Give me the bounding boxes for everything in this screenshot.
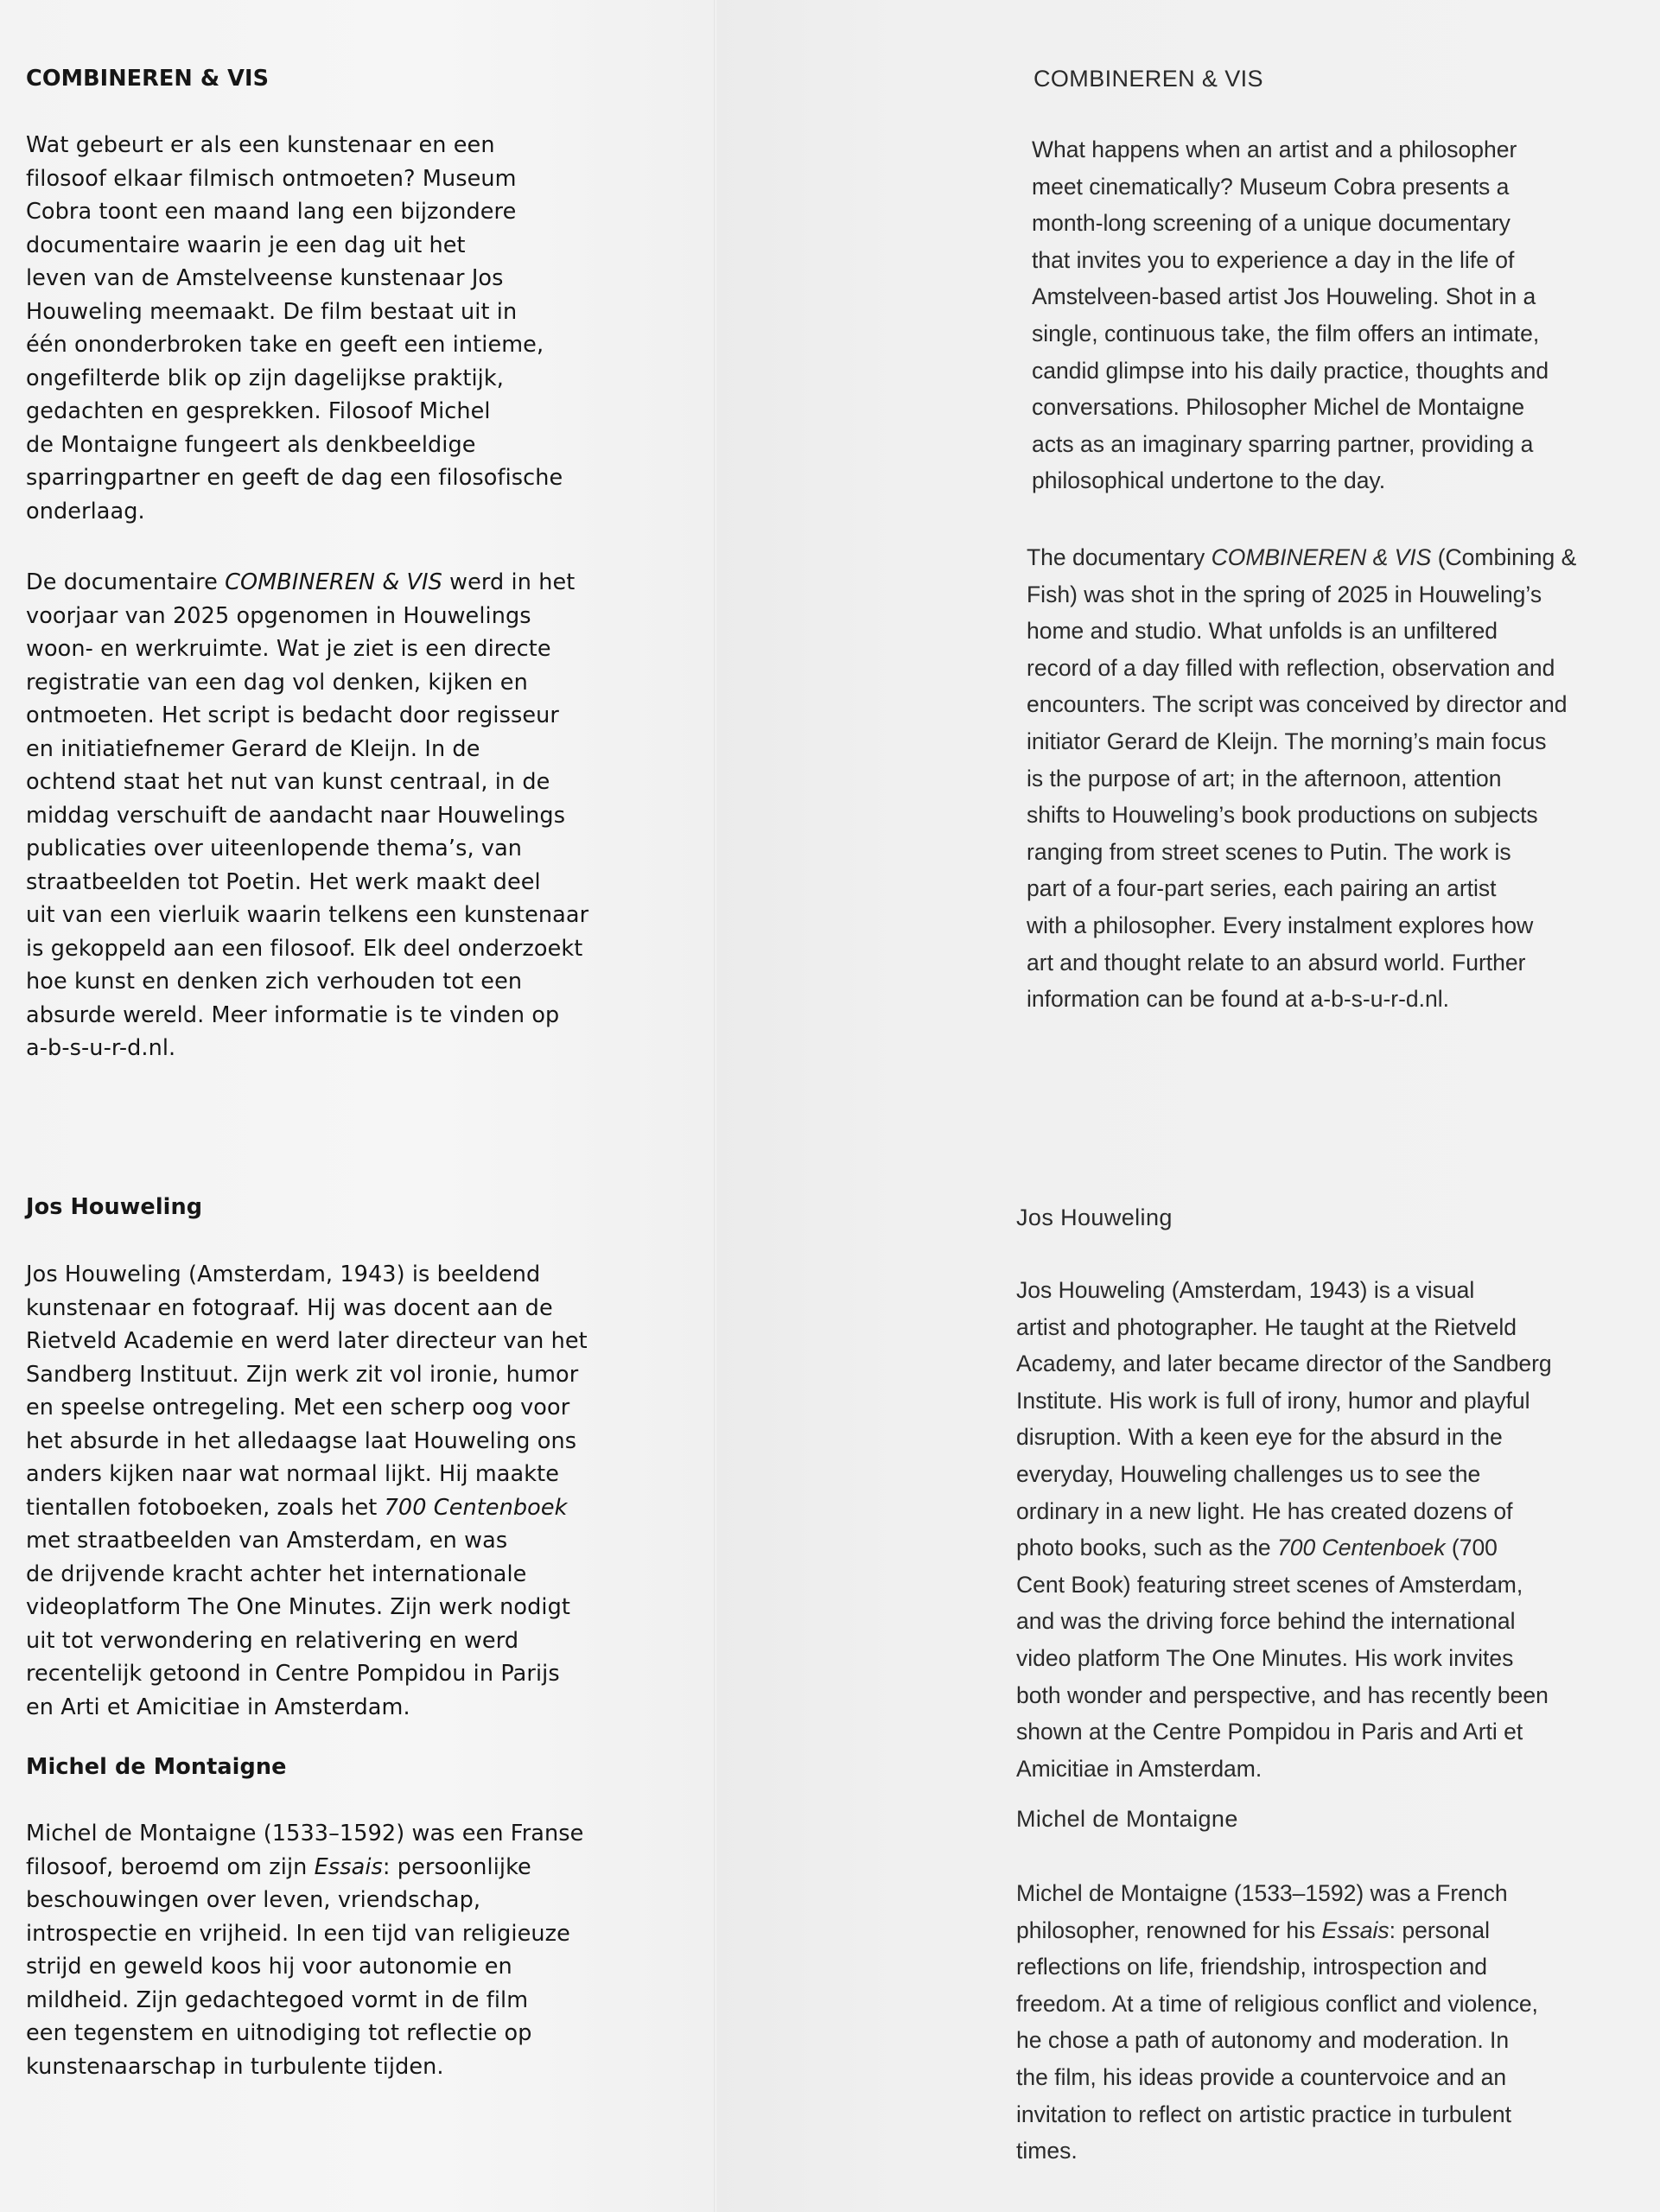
dutch-book-title: 700 Centenboek — [384, 1494, 568, 1521]
panel-seam — [714, 0, 716, 2212]
english-intro-paragraph: What happens when an artist and a philosopher meet cinematically? Museum Cobra presents a month-long screening of a unique documentary that invites you to experience a day in the life of Amstelveen-based artist Jos Houweling. Shot in a single, continuous take, the film offers an intimate, candid glimpse into his daily practice, thoughts and conversations. Philosopher Michel de Montaigne acts as an imaginary sparring partner, providing a philosophical undertone to the day. — [1032, 137, 1549, 494]
english-montaigne-heading: Michel de Montaigne — [1016, 1806, 1238, 1832]
dutch-film-title: COMBINEREN & VIS — [225, 569, 442, 595]
english-essais-title: Essais — [1321, 1916, 1390, 1943]
english-book-title: 700 Centenboek — [1277, 1535, 1446, 1561]
english-montaigne-paragraph: Michel de Montaigne (1533–1592) was a French philosopher, renowned for his Essais: personal reflections on life, friendship, introspection and freedom. At a time of religious conflict and violence, he chose a path of autonomy and moderation. In the film, his ideas provide a countervoice and an invitation to reflect on artistic practice in turbulent times. — [1016, 1880, 1538, 2164]
english-film-title: COMBINEREN & VIS — [1211, 544, 1432, 570]
dutch-essais-title: Essais — [314, 1853, 383, 1880]
english-houweling-heading: Jos Houweling — [1016, 1205, 1173, 1230]
english-houweling-paragraph: Jos Houweling (Amsterdam, 1943) is a visual artist and photographer. He taught at the Rietveld Academy, and later became director of the Sandberg Institute. His work is full of irony, humor and playful disruption. With a keen eye for the absurd in the everyday, Houweling challenges us to see the ordinary in a new light. He has created dozens of photo books, such as the 700 Centenboek (700 Cent Book) featuring street scenes of Amsterdam, and was the driving force behind the international video platform The One Minutes. His work invites both wonder and perspective, and has recently been shown at the Centre Pompidou in Paris and Arti et Amicitiae in Amsterdam. — [1016, 1277, 1552, 1782]
dutch-houweling-heading: Jos Houweling — [26, 1194, 203, 1220]
dutch-montaigne-heading: Michel de Montaigne — [26, 1754, 287, 1780]
english-title: COMBINEREN & VIS — [1034, 66, 1263, 92]
dutch-houweling-paragraph: Jos Houweling (Amsterdam, 1943) is beeldend kunstenaar en fotograaf. Hij was docent aan de Rietveld Academie en werd later directeur van het Sandberg Instituut. Zijn werk zit vol ironie, humor en speelse ontregeling. Met een scherp oog voor het absurde in het alledaagse laat Houweling ons anders kijken naar wat normaal lijkt. Hij maakte tientallen fotoboeken, zoals het 700 Centenboek met straatbeelden van Amsterdam, en was de drijvende kracht achter het internationale videoplatform The One Minutes. Zijn werk nodigt uit tot verwondering en relativering en werd recentelijk getoond in Centre Pompidou in Parijs en Arti et Amicitiae in Amsterdam. — [26, 1262, 588, 1720]
dutch-title: COMBINEREN & VIS — [26, 66, 270, 92]
dutch-montaigne-paragraph: Michel de Montaigne (1533–1592) was een Franse filosoof, beroemd om zijn Essais: persoonlijke beschouwingen over leven, vriendschap, introspectie en vrijheid. In een tijd van religieuze strijd en geweld koos hij voor autonomie en mildheid. Zijn gedachtegoed vormt in de film een tegenstem en uitnodiging tot reflectie op kunstenaarschap in turbulente tijden. — [26, 1821, 584, 2080]
dutch-documentary-paragraph: De documentaire COMBINEREN & VIS werd in het voorjaar van 2025 opgenomen in Houwelings woon- en werkruimte. Wat je ziet is een directe registratie van een dag vol denken, kijken en ontmoeten. Het script is bedacht door regisseur en initiatiefnemer Gerard de Kleijn. In de ochtend staat het nut van kunst centraal, in de middag verschuift de aandacht naar Houwelings publicaties over uiteenlopende thema’s, van straatbeelden tot Poetin. Het werk maakt deel uit van een vierluik waarin telkens een kunstenaar is gekoppeld aan een filosoof. Elk deel onderzoekt hoe kunst en denken zich verhouden tot een absurde wereld. Meer informatie is te vinden op a-b-s-u-r-d.nl. — [26, 569, 589, 1061]
dutch-intro-paragraph: Wat gebeurt er als een kunstenaar en een filosoof elkaar filmisch ontmoeten? Museum Cobra toont een maand lang een bijzondere documentaire waarin je een dag uit het leven van de Amstelveense kunstenaar Jos Houweling meemaakt. De film bestaat uit in één ononderbroken take en geeft een intieme, ongefilterde blik op zijn dagelijkse praktijk, gedachten en gesprekken. Filosoof Michel de Montaigne fungeert als denkbeeldige sparringpartner en geeft de dag een filosofische onderlaag. — [26, 132, 563, 524]
english-documentary-paragraph: The documentary COMBINEREN & VIS (Combining & Fish) was shot in the spring of 2025 in Houweling’s home and studio. What unfolds is an unfiltered record of a day filled with reflection, observation and encounters. The script was conceived by director and initiator Gerard de Kleijn. The morning’s main focus is the purpose of art; in the afternoon, attention shifts to Houweling’s book productions on subjects ranging from street scenes to Putin. The work is part of a four-part series, each pairing an artist with a philosopher. Every instalment explores how art and thought relate to an absurd world. Further information can be found at a-b-s-u-r-d.nl. — [1027, 544, 1577, 1013]
dutch-column — [26, 0, 709, 2212]
english-column — [1016, 0, 1656, 2212]
